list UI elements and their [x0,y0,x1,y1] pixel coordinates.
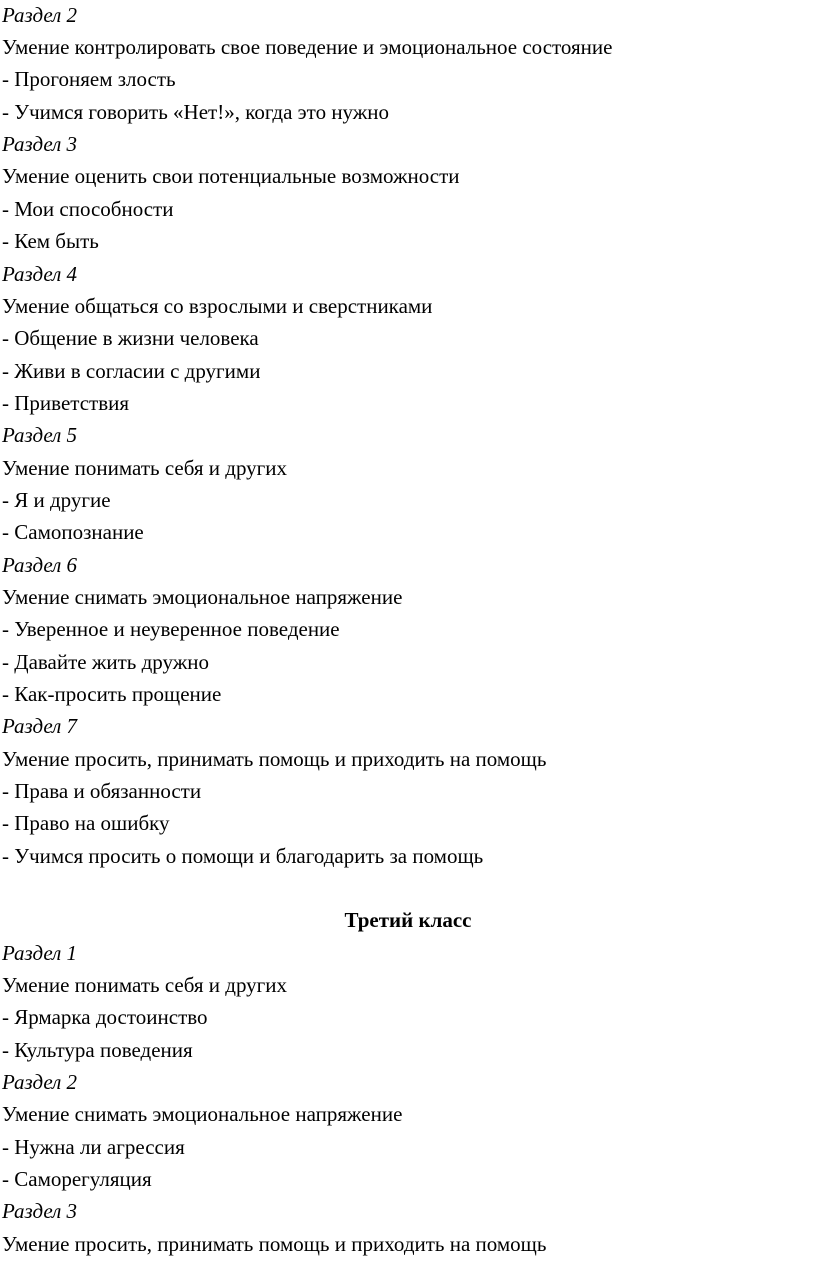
section-label: Раздел 2 [2,3,78,27]
list-item: - Как-просить прощение [2,682,222,706]
list-item: - Нужна ли агрессия [2,1135,185,1159]
class-heading: Третий класс [344,908,472,932]
section-label: Раздел 6 [2,553,78,577]
section-title: Умение просить, принимать помощь и приходить на помощь [2,1232,547,1256]
section-title: Умение просить, принимать помощь и приходить на помощь [2,747,547,771]
section-label: Раздел 3 [2,132,78,156]
section-title: Умение общаться со взрослыми и сверстниками [2,294,433,318]
list-item: - Кем быть [2,229,99,253]
list-item: - Ярмарка достоинство [2,1005,208,1029]
section-label: Раздел 3 [2,1199,78,1223]
section-title: Умение оценить свои потенциальные возможности [2,164,460,188]
list-item: - Я и другие [2,488,111,512]
section-title: Умение понимать себя и других [2,973,288,997]
list-item: - Уверенное и неуверенное поведение [2,617,340,641]
section-title: Умение понимать себя и других [2,456,288,480]
section-label: Раздел 5 [2,423,78,447]
list-item: - Давайте жить дружно [2,650,209,674]
list-item: - Общение в жизни человека [2,326,259,350]
list-item: - Мои способности [2,197,174,221]
list-item: - Прогоняем злость [2,67,176,91]
list-item: - Учимся просить о помощи и благодарить за помощь [2,844,484,868]
list-item: - Саморегуляция [2,1167,152,1191]
section-label: Раздел 1 [2,941,78,965]
list-item: - Приветствия [2,391,130,415]
list-item: - Права и обязанности [2,779,202,803]
section-label: Раздел 2 [2,1070,78,1094]
section-label: Раздел 7 [2,714,78,738]
section-label: Раздел 4 [2,262,78,286]
section-title: Умение снимать эмоциональное напряжение [2,1102,403,1126]
section-title: Умение снимать эмоциональное напряжение [2,585,403,609]
list-item: - Право на ошибку [2,811,170,835]
list-item: - Культура поведения [2,1038,193,1062]
list-item: - Учимся говорить «Нет!», когда это нужно [2,100,390,124]
list-item: - Самопознание [2,520,144,544]
section-title: Умение контролировать свое поведение и эмоциональное состояние [2,35,613,59]
list-item: - Живи в согласии с другими [2,359,261,383]
